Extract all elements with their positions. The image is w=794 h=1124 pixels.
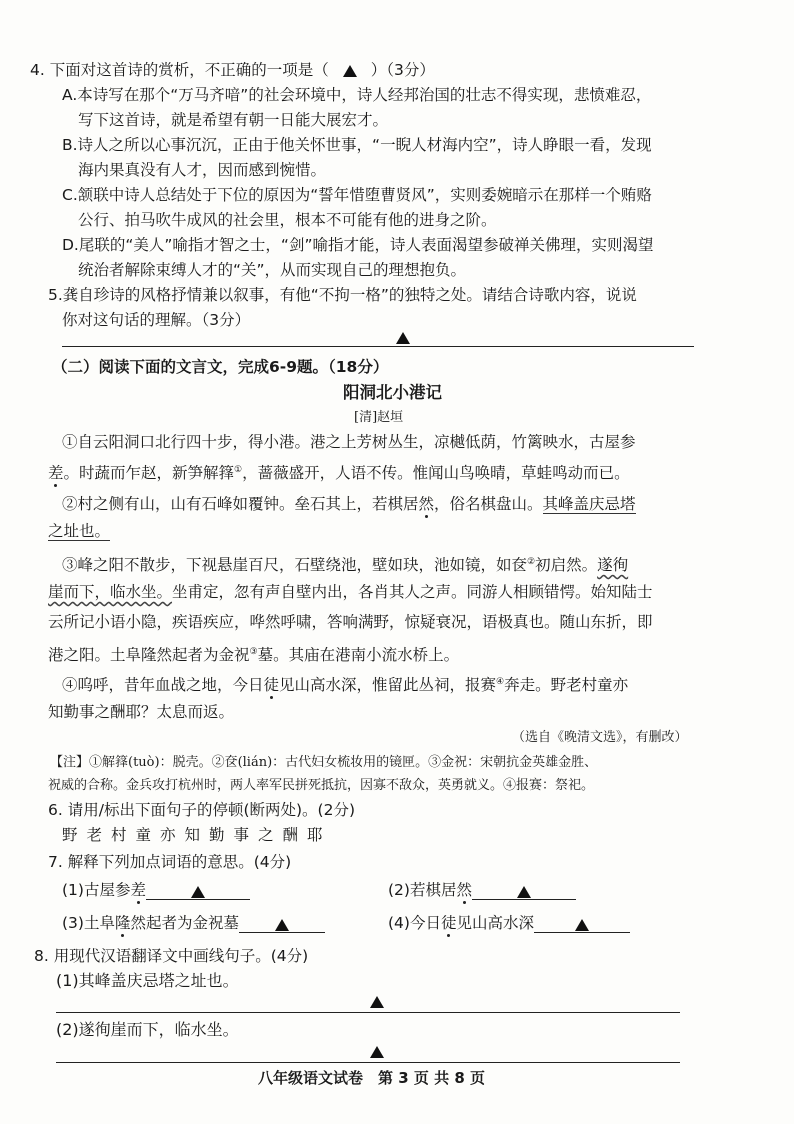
- q4-option-d-cont: 统治者解除束缚人才的“关”，从而实现自己的理想抱负。: [78, 261, 467, 279]
- notes-line1: 【注】①解箨(tuò)：脱壳。②奁(lián)：古代妇女梳妆用的镜匣。③金祝：宋朝抗金英雄金胜、: [50, 755, 598, 770]
- q5-answer-line[interactable]: [62, 346, 694, 347]
- q7-item-2-blank[interactable]: [472, 881, 576, 900]
- q7-item-4: (4)今日徒见山高水深: [388, 913, 630, 933]
- q7-stem: 7. 解释下列加点词语的意思。(4分): [48, 853, 292, 871]
- section-header: （二）阅读下面的文言文，完成6-9题。（18分）: [52, 358, 389, 376]
- passage-p3-line4: 港之阳。土阜隆然起者为金祝③墓。其庙在港南小流水桥上。: [48, 646, 460, 665]
- passage-p1-line1: ①自云阳洞口北行四十步，得小港。港之上芳树丛生，凉樾低荫，竹篱映水，古屋参: [62, 433, 636, 451]
- q4-option-a: A.本诗写在那个“万马齐喑”的社会环境中，诗人经邦治国的壮志不得实现，悲愤难忍，: [62, 86, 652, 104]
- passage-p3-line1: ③峰之阳不散步，下视悬崖百尺，石壁绕池，壁如玦，池如镜，如奁②初启然。遂徇: [62, 556, 629, 575]
- passage-title: 阳洞北小港记: [343, 383, 442, 402]
- q4-option-c: C.颔联中诗人总结处于下位的原因为“誓年惜堕曹贤风”，实则委婉暗示在那样一个贿赂: [62, 186, 652, 204]
- q6-stem: 6. 请用/标出下面句子的停顿(断两处)。(2分): [48, 801, 355, 819]
- q7-item-3-blank[interactable]: [239, 914, 325, 933]
- q4-stem: 4. 下面对这首诗的赏析，不正确的一项是（ ）（3分）: [30, 61, 435, 79]
- q4-option-b-cont: 海内果真没有人才，因而感到惋惜。: [78, 161, 327, 179]
- q8-answer-line-1[interactable]: [56, 1012, 680, 1013]
- q4-option-a-cont: 写下这首诗，就是希望有朝一日能大展宏才。: [78, 111, 389, 129]
- passage-p1-line2: 差。时蔬而乍赵，新笋解箨①，蔷薇盛开，人语不传。惟闻山鸟唤晴，草蛙鸣动而已。: [48, 464, 630, 483]
- page-footer: 八年级语文试卷 第 3 页 共 8 页: [258, 1069, 485, 1087]
- q5-stem: 5.龚自珍诗的风格抒情兼以叙事，有他“不拘一格”的独特之处。请结合诗歌内容，说说: [48, 286, 637, 304]
- passage-p3-line3: 云所记小语小隐，疾语疾应，哗然呼啸，答响满野，惊疑衰况，语极真也。随山东折，即: [48, 613, 653, 631]
- passage-author: [清]赵垣: [354, 410, 404, 425]
- passage-p4-line1: ④呜呼，昔年血战之地，今日徒见山高水深，惟留此丛祠，报赛④奔走。野老村童亦: [62, 676, 629, 695]
- q4-option-c-cont: 公行、拍马吹牛成风的社会里，根本不可能有他的进身之阶。: [78, 211, 497, 229]
- q5-stem-cont: 你对这句话的理解。（3分）: [62, 311, 251, 329]
- q6-sentence[interactable]: 野老村童亦知勤事之酬耶: [62, 826, 332, 844]
- passage-p3-line2: 崖而下，临水坐。坐甫定，忽有声自壁内出，各肖其人之声。同游人相顾错愕。始知陆士: [48, 583, 653, 601]
- q7-item-1-blank[interactable]: [146, 881, 250, 900]
- q4-option-d: D.尾联的“美人”喻指才智之士，“剑”喻指才能，诗人表面渴望参破禅关佛理，实则渴望: [62, 236, 654, 254]
- q7-item-1: (1)古屋参差: [62, 880, 250, 900]
- answer-mark-icon: [396, 332, 410, 344]
- underlined-sentence-2: 遂徇: [597, 556, 629, 575]
- q7-item-3: (3)土阜隆然起者为金祝墓: [62, 913, 325, 933]
- q7-item-4-blank[interactable]: [534, 914, 630, 933]
- q8-stem: 8. 用现代汉语翻译文中画线句子。(4分): [34, 947, 309, 965]
- q8-sentence-1: (1)其峰盖庆忌塔之址也。: [56, 971, 239, 990]
- notes-line2: 祝威的合称。金兵攻打杭州时，两人率军民拼死抵抗，因寡不敌众，英勇就义。④报赛：祭祀。: [48, 778, 595, 793]
- answer-mark-icon: [370, 996, 384, 1008]
- q7-item-2: (2)若棋居然: [388, 880, 576, 900]
- passage-p4-line2: 知勤事之酬耶？太息而返。: [48, 703, 235, 721]
- passage-p2-line2: 之址也。: [48, 522, 111, 540]
- passage-source: （选自《晚清文选》，有删改）: [512, 730, 688, 745]
- q4-option-b: B.诗人之所以心事沉沉，正由于他关怀世事，“一睨人材海内空”，诗人睁眼一看，发现: [62, 136, 652, 154]
- underlined-sentence-1: 其峰盖庆忌塔: [542, 495, 636, 513]
- q8-sentence-2: (2)遂徇崖而下，临水坐。: [56, 1020, 239, 1039]
- q8-answer-line-2[interactable]: [56, 1062, 680, 1063]
- answer-mark-icon: [343, 65, 357, 77]
- passage-p2-line1: ②村之侧有山，山有石峰如覆钟。垒石其上，若棋居然，俗名棋盘山。其峰盖庆忌塔: [62, 495, 636, 513]
- answer-mark-icon: [370, 1046, 384, 1058]
